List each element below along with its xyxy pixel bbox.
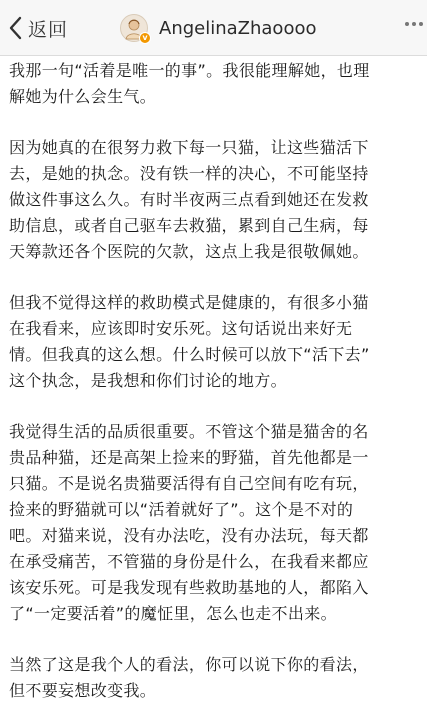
text-line: 去，是她的执念。没有铁一样的决心，不可能坚持 [9, 164, 369, 183]
text-line: 当然了这是我个人的看法，你可以说下你的看法， [9, 655, 369, 674]
text-line: 因为她真的在很努力救下每一只猫，让这些猫活下 [9, 138, 369, 157]
back-button[interactable] [6, 13, 68, 43]
paragraph [9, 652, 421, 704]
text-line: 天筹款还各个医院的欠款，这点上我是很敬佩她。 [9, 242, 369, 261]
dot [405, 22, 409, 26]
chevron-left-icon [6, 13, 26, 43]
text-line: 只猫。不是说名贵猫要活得有自己空间有吃有玩， [9, 474, 369, 493]
text-line: 在我看来，应该即时安乐死。这句话说出来好无 [9, 319, 353, 338]
paragraph [9, 135, 421, 265]
text-line: 贵品种猫，还是高架上捡来的野猫，首先他都是一 [9, 448, 369, 467]
username[interactable]: AngelinaZhaoooo [159, 17, 317, 39]
paragraph [9, 58, 421, 110]
text-line: 在承受痛苦，不管猫的身份是什么，在我看来都应 [9, 552, 369, 571]
paragraph [9, 419, 421, 627]
text-line: 这个执念，是我想和你们讨论的地方。 [9, 371, 287, 390]
text-line: 做这件事这么久。有时半夜两三点看到她还在发救 [9, 190, 369, 209]
text-line: 我觉得生活的品质很重要。不管这个猫是猫舍的名 [9, 422, 369, 441]
back-label: 返回 [28, 18, 69, 41]
top-nav-bar [0, 0, 427, 56]
more-dots-icon[interactable] [405, 22, 423, 26]
text-line: 捡来的野猫就可以“活着就好了”。这个是不对的 [9, 500, 354, 519]
text-line: 解她为什么会生气。 [9, 87, 157, 106]
text-line: 但我不觉得这样的救助模式是健康的，有很多小猫 [9, 293, 369, 312]
text-line: 但不要妄想改变我。 [9, 681, 157, 700]
verified-badge-icon: v [139, 32, 151, 44]
text-line: 我那一句“活着是唯一的事”。我很能理解她，也理 [9, 61, 370, 80]
post-content [9, 58, 421, 704]
dot [419, 22, 423, 26]
profile-header[interactable] [120, 11, 316, 45]
text-line: 吧。对猫来说，没有办法吃，没有办法玩，每天都 [9, 526, 369, 545]
text-line: 情。但我真的这么想。什么时候可以放下“活下去” [9, 345, 370, 364]
avatar[interactable] [120, 14, 148, 42]
text-line: 该安乐死。可是我发现有些救助基地的人，都陷入 [9, 578, 369, 597]
text-line: 了“一定要活着”的魔怔里，怎么也走不出来。 [9, 604, 337, 623]
dot [412, 22, 416, 26]
text-line: 助信息，或者自己驱车去救猫，累到自己生病，每 [9, 216, 369, 235]
paragraph [9, 290, 421, 394]
